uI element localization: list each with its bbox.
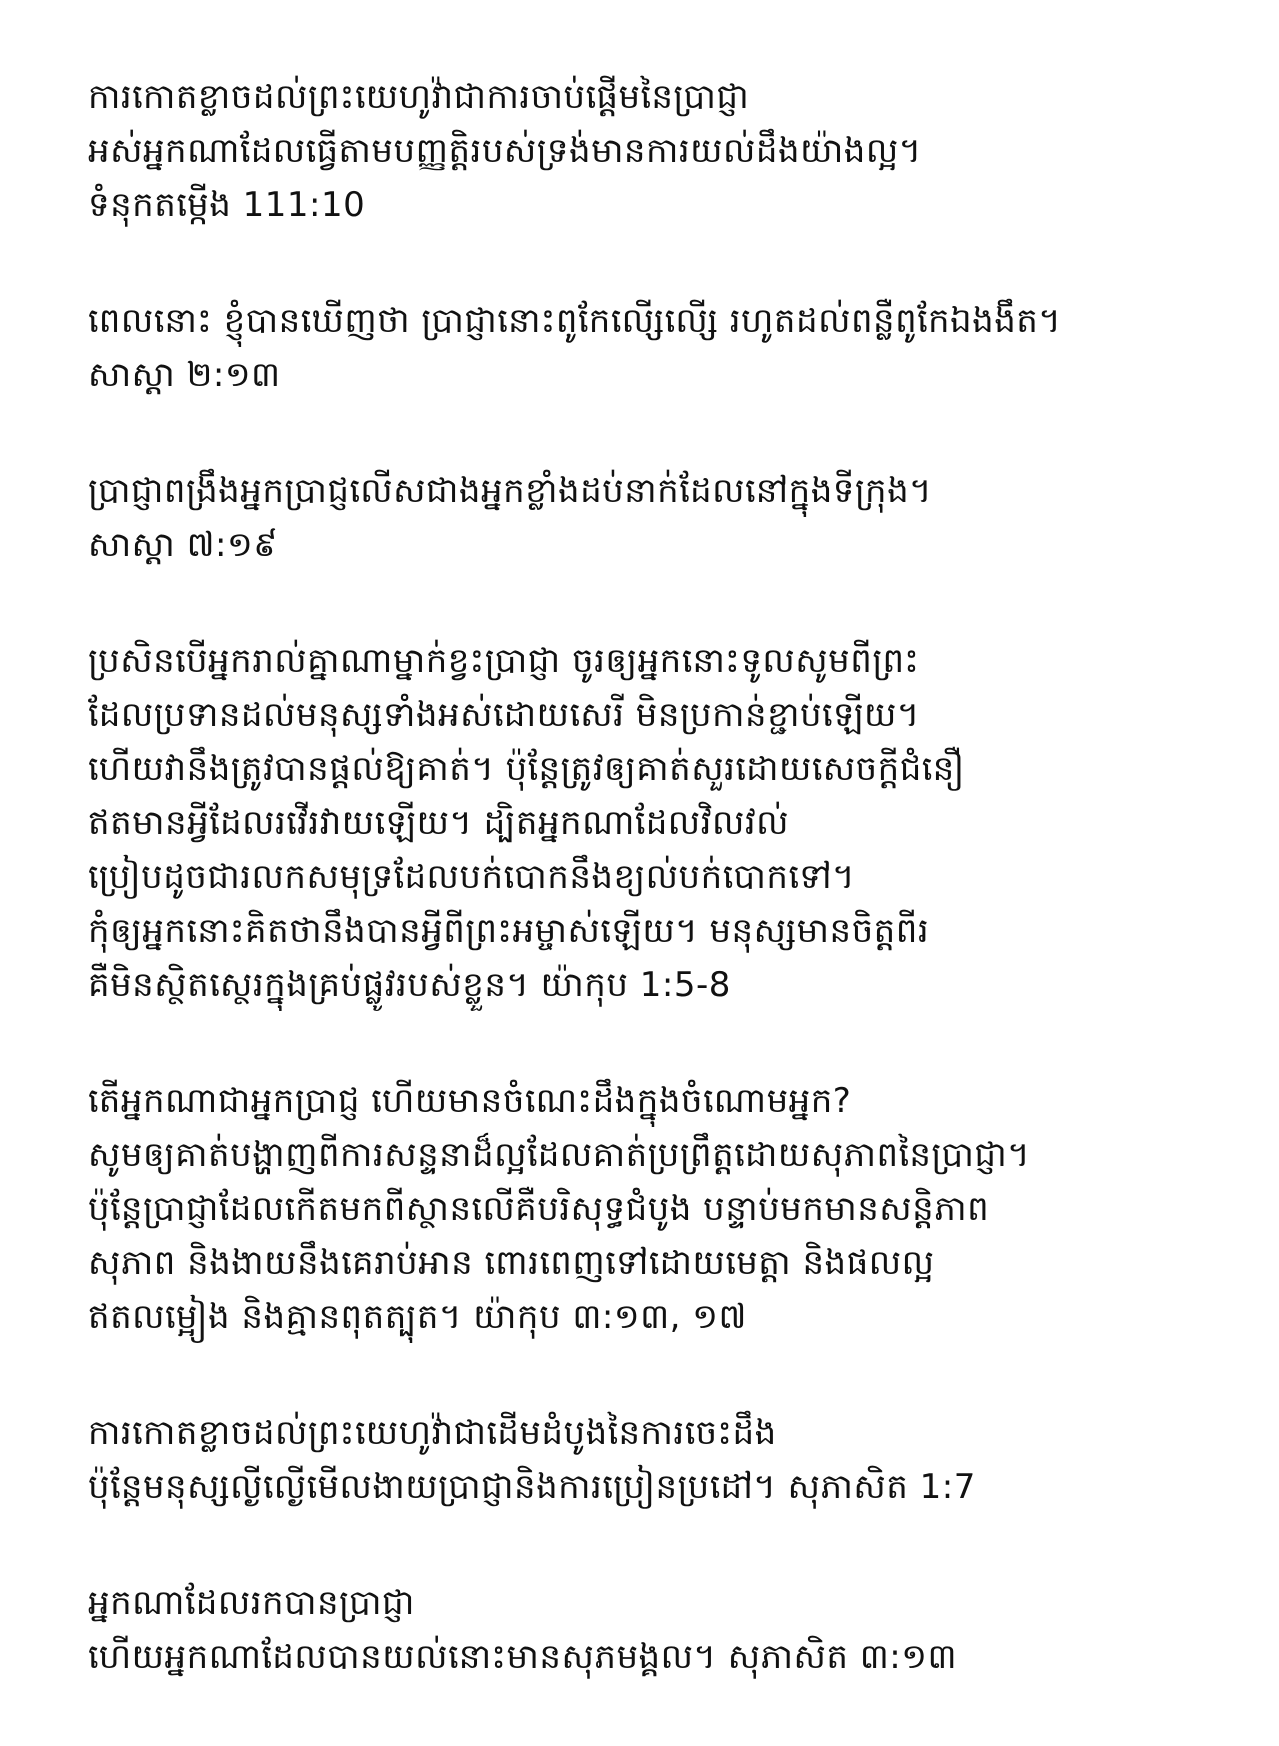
passage-ecclesiastes-2-13 xyxy=(88,294,1248,402)
passage-james-3-13-17 xyxy=(88,1074,1248,1344)
verse-line: ដែលប្រទានដល់មនុស្សទាំងអស់ដោយសេរី មិនប្រកាន់ខ្ជាប់ឡើយ។ xyxy=(88,695,920,735)
verse-reference: សាស្តា ២:១៣ xyxy=(88,355,281,395)
passage-proverbs-1-7 xyxy=(88,1406,1248,1514)
verse-line: ប៉ុន្តែប្រាជ្ញាដែលកើតមកពីស្ថានលើគឺបរិសុទ្ធជំបូង បន្ទាប់មកមានសន្តិភាព xyxy=(88,1189,990,1229)
verse-line: ប្រាជ្ញាពង្រឹងអ្នកប្រាជ្ញលើសជាងអ្នកខ្លាំងដប់នាក់ដែលនៅក្នុងទីក្រុង។ xyxy=(88,471,933,511)
verse-line: សុភាព និងងាយនឹងគេរាប់អាន ពោរពេញទៅដោយមេត្តា និងផលល្អ xyxy=(88,1243,935,1283)
scripture-page xyxy=(88,70,1248,1746)
passage-proverbs-3-13 xyxy=(88,1576,1248,1684)
verse-line: ប៉ុន្តែមនុស្សល្ងីល្ងើមើលងាយប្រាជ្ញានិងការប្រៀនប្រដៅ។ សុភាសិត 1:7 xyxy=(88,1467,976,1507)
verse-line: ការកោតខ្លាចដល់ព្រះយេហូវ៉ាជាការចាប់ផ្ដើមនៃប្រាជ្ញា xyxy=(88,77,750,117)
verse-line: ការកោតខ្លាចដល់ព្រះយេហូវ៉ាជាដើមដំបូងនៃការចេះដឹង xyxy=(88,1413,777,1453)
verse-line: សូមឲ្យគាត់បង្ហាញពីការសន្ទនាដ៏ល្អដែលគាត់ប្រព្រឹត្តដោយសុភាពនៃប្រាជ្ញា។ xyxy=(88,1135,1031,1175)
verse-line: ប្រៀបដូចជារលកសមុទ្រដែលបក់បោកនឹងខ្យល់បក់បោកទៅ។ xyxy=(88,857,856,897)
verse-line: អស់អ្នកណាដែលធ្វើតាមបញ្ញត្តិរបស់ទ្រង់មានការយល់ដឹងយ៉ាងល្អ។ xyxy=(88,131,922,171)
passage-ecclesiastes-7-19 xyxy=(88,464,1248,572)
verse-line: ប្រសិនបើអ្នករាល់គ្នាណាម្នាក់ខ្វះប្រាជ្ញា ចូរឲ្យអ្នកនោះទូលសូមពីព្រះ xyxy=(88,641,920,681)
verse-line: ហើយអ្នកណាដែលបានយល់នោះមានសុភមង្គល។ សុភាសិត ៣:១៣ xyxy=(88,1637,958,1677)
verse-line: ពេលនោះ ខ្ញុំបានឃើញថា ប្រាជ្ញានោះពូកែលើ្សលើ្ស រហូតដល់ពន្លឺពូកែឯងងឹត។ xyxy=(88,301,1062,341)
verse-reference: សាស្តា ៧:១៩ xyxy=(88,525,278,565)
passage-james-1-5-8 xyxy=(88,634,1248,1012)
passage-psalm-111-10 xyxy=(88,70,1248,232)
verse-line: ឥតមានអ្វីដែលរវើរវាយឡើយ។ ដ្បិតអ្នកណាដែលវិលវល់ xyxy=(88,803,789,843)
verse-line: ឥតលម្អៀង និងគ្មានពុតត្បុត។ យ៉ាកុប ៣:១៣, ១៧ xyxy=(88,1297,747,1337)
verse-line: អ្នកណាដែលរកបានប្រាជ្ញា xyxy=(88,1583,415,1623)
verse-line: គឺមិនស្ថិតស្ថេរក្នុងគ្រប់ផ្លូវរបស់ខ្លួន។ យ៉ាកុប 1:5-8 xyxy=(88,965,731,1005)
verse-line: តើអ្នកណាជាអ្នកប្រាជ្ញ ហើយមានចំណេះដឹងក្នុងចំណោមអ្នក? xyxy=(88,1081,852,1121)
verse-line: ហើយវានឹងត្រូវបានផ្ដល់ឱ្យគាត់។ ប៉ុន្តែត្រូវឲ្យគាត់សួរដោយសេចក្ដីជំនឿ xyxy=(88,749,965,789)
verse-line: កុំឲ្យអ្នកនោះគិតថានឹងបានអ្វីពីព្រះអម្ចាស់ឡើយ។ មនុស្សមានចិត្តពីរ xyxy=(88,911,930,951)
verse-reference: ទំនុកតម្កើង 111:10 xyxy=(88,185,366,225)
